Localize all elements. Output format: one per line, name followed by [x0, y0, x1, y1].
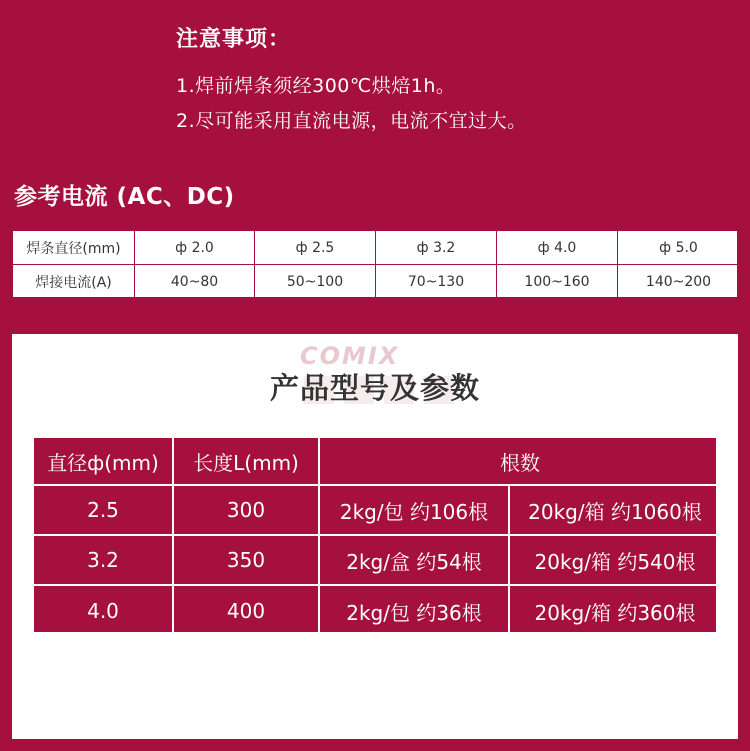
table-cell: 20kg/箱 约1060根 [510, 486, 720, 536]
table-cell: ф 2.5 [255, 231, 376, 265]
notes-title: 注意事项： [176, 27, 292, 52]
product-title: 产品型号及参数 [269, 371, 480, 405]
table-cell: 2kg/包 约106根 [320, 486, 510, 536]
product-spec-table [32, 436, 718, 634]
table-cell: 350 [174, 536, 320, 586]
table-cell: 70~130 [376, 265, 497, 299]
table-cell: 300 [174, 486, 320, 536]
table-cell: 20kg/箱 约360根 [534, 600, 696, 625]
note-item-2: 2.尽可能采用直流电源，电流不宜过大。 [176, 110, 527, 132]
table-cell: 4.0 [34, 586, 174, 636]
note-item-1: 1.焊前焊条须经300℃烘焙1h。 [176, 75, 456, 97]
product-panel [12, 334, 738, 739]
table-cell: 400 [174, 586, 320, 636]
table-cell: 140~200 [645, 274, 712, 290]
table-cell: 3.2 [34, 536, 174, 586]
reference-title: 参考电流 (AC、DC) [14, 184, 235, 210]
comix-logo: COMIX [300, 342, 400, 370]
table-cell: 焊接电流(A) [13, 265, 135, 299]
table-cell: ф 5.0 [618, 231, 739, 265]
table-cell: 焊条直径(mm) [13, 231, 135, 265]
table-header: 根数 [320, 438, 720, 486]
table-cell: 100~160 [497, 265, 618, 299]
table-cell: 50~100 [255, 265, 376, 299]
table-cell: 20kg/箱 约540根 [510, 536, 720, 586]
table-cell: 2kg/盒 约54根 [320, 536, 510, 586]
table-cell: 2.5 [34, 486, 174, 536]
table-cell: 40~80 [135, 265, 255, 299]
reference-current-table [12, 230, 738, 298]
table-cell: ф 2.0 [135, 231, 255, 265]
table-header: 长度L(mm) [174, 438, 320, 486]
table-cell: 2kg/包 约36根 [320, 586, 510, 636]
table-cell: ф 3.2 [376, 231, 497, 265]
table-header: 直径ф(mm) [34, 438, 174, 486]
table-cell: ф 4.0 [497, 231, 618, 265]
